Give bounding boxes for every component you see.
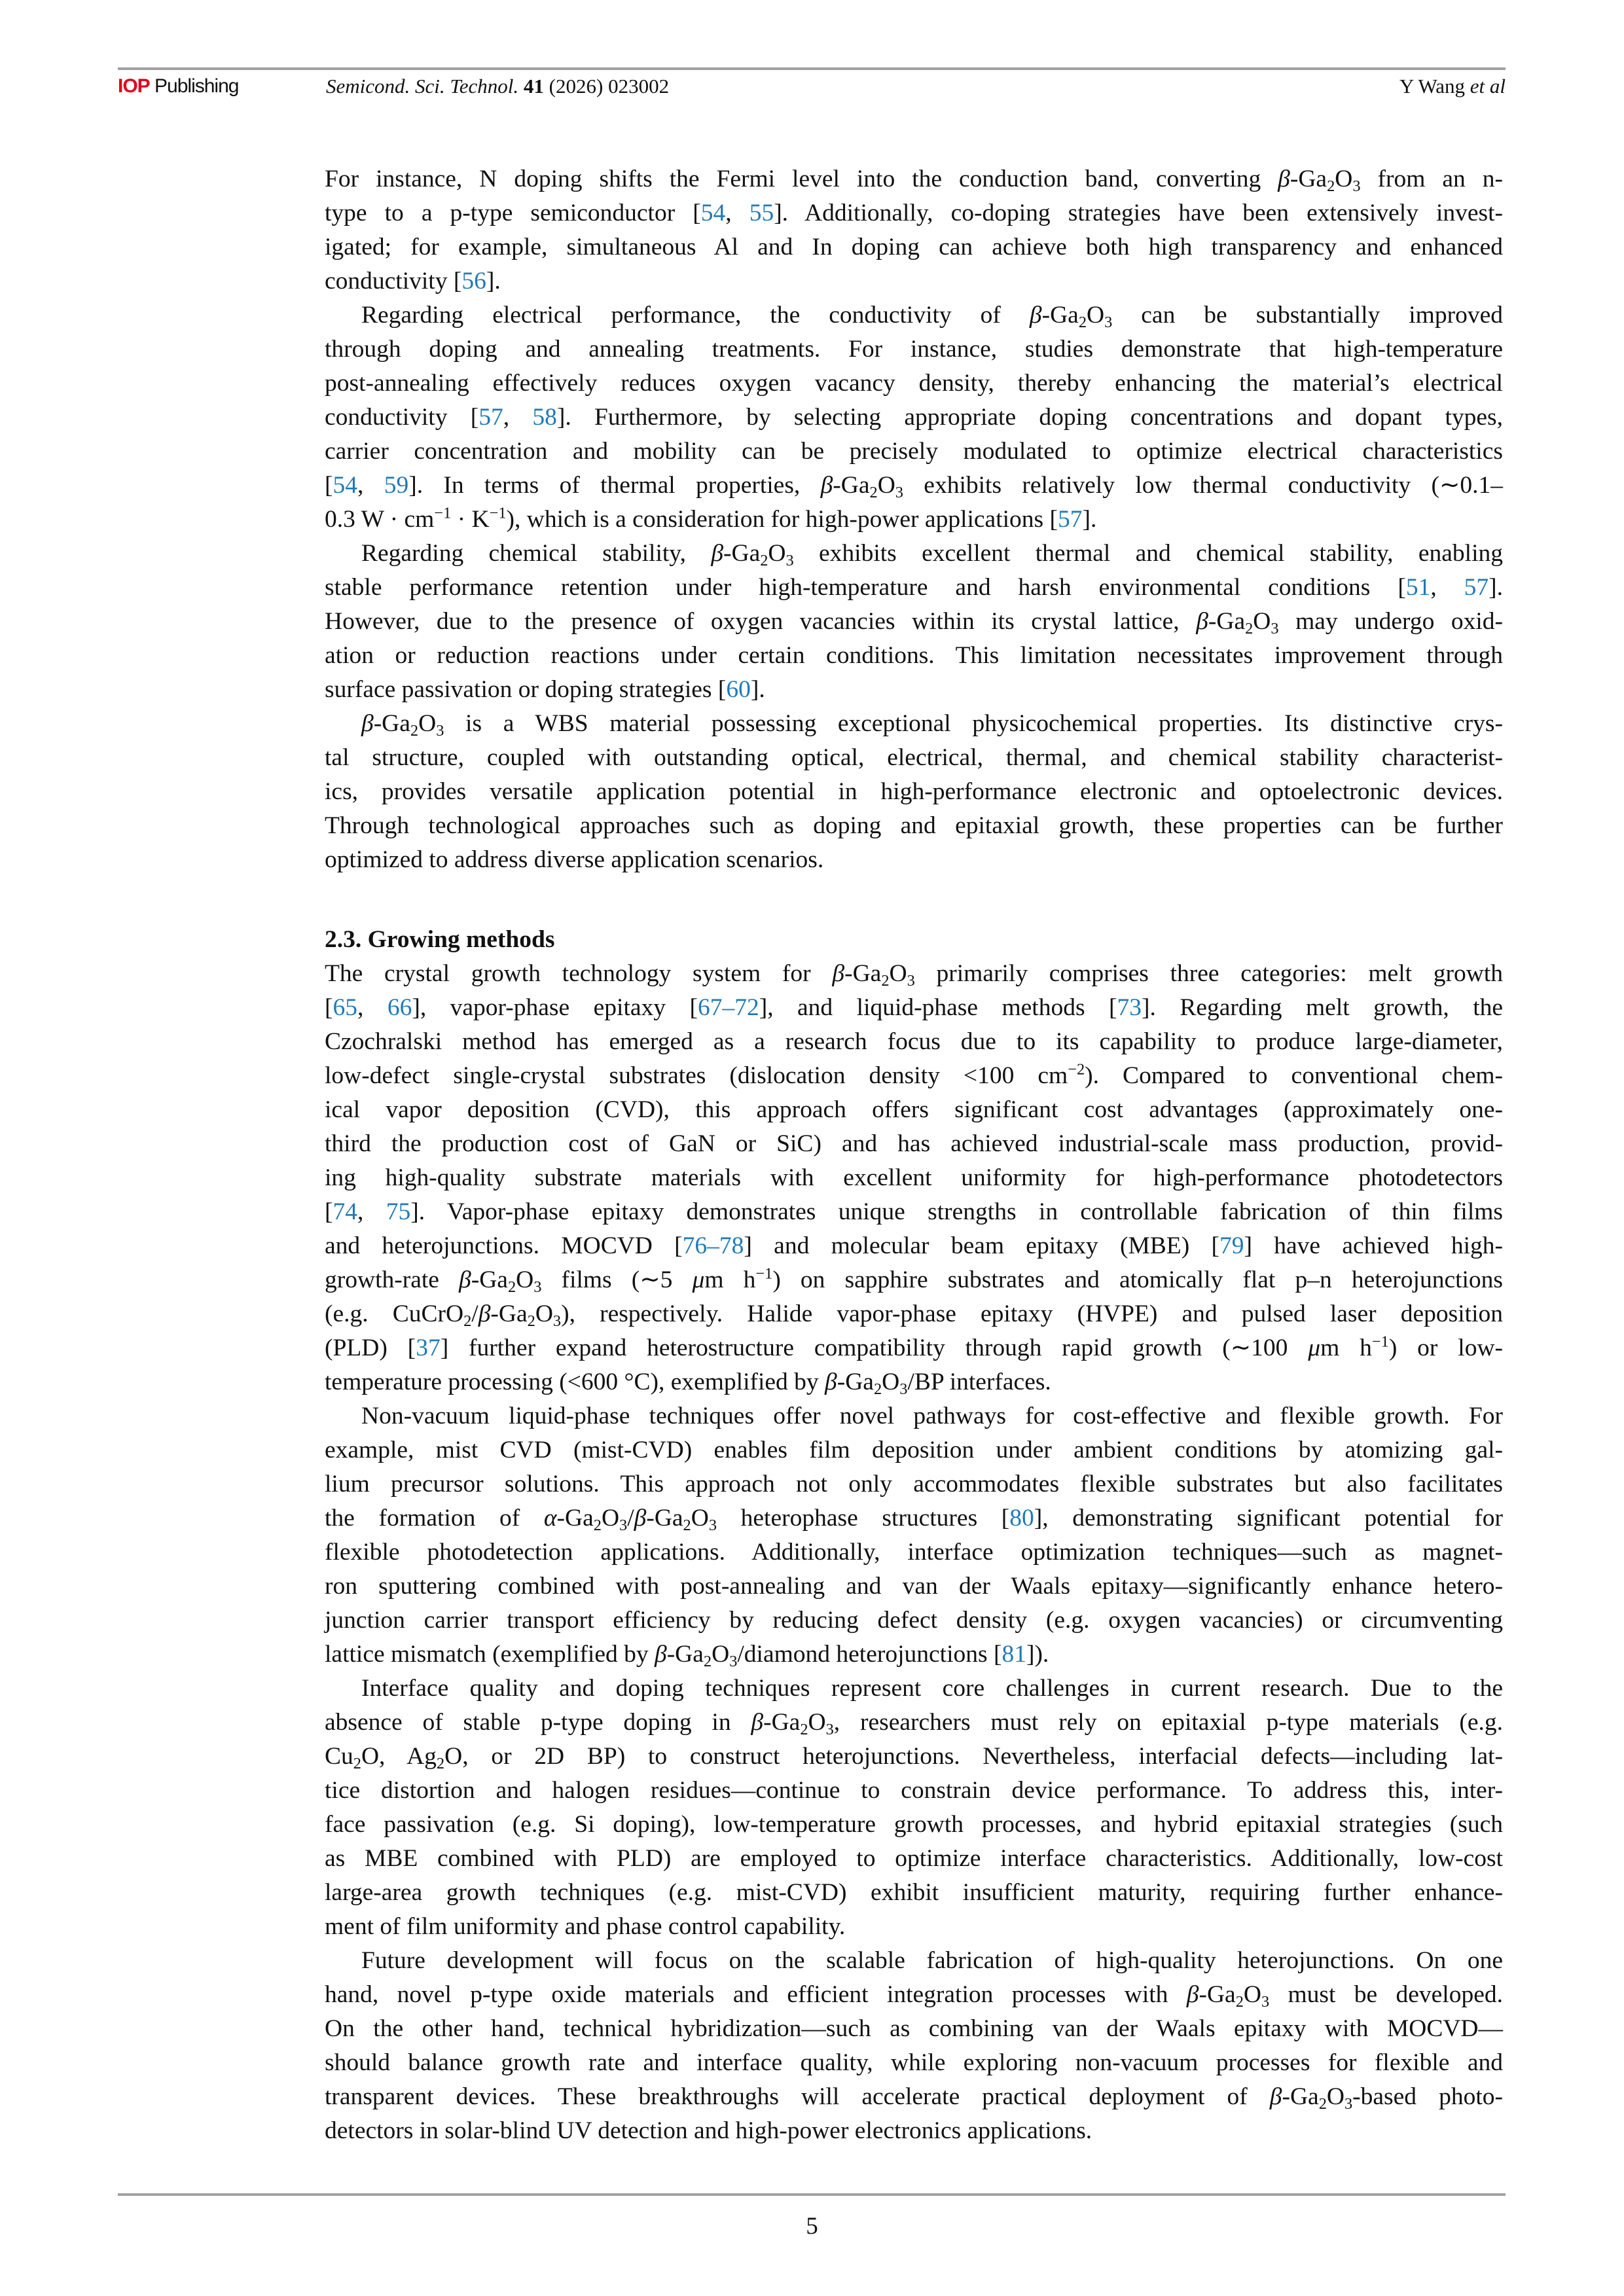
citation-link[interactable]: 57 <box>478 404 503 431</box>
text-run: third the production cost of GaN or SiC) and has achieved industrial-scale mass production, provid- <box>325 1130 1503 1157</box>
citation-link[interactable]: 56 <box>461 268 486 295</box>
text-line <box>325 1978 1503 2012</box>
text-line <box>325 1876 1503 1910</box>
publisher-logo <box>118 73 238 99</box>
text-line <box>325 2114 1503 2148</box>
superscript: −1 <box>1371 1333 1389 1351</box>
text-run: -Ga <box>646 1505 683 1532</box>
text-run: ing high-quality substrate materials with excellent uniformity for high-performance photodetectors <box>325 1164 1503 1191</box>
citation-link[interactable]: 58 <box>532 404 557 431</box>
citation-link[interactable]: 51 <box>1405 574 1431 601</box>
citation-link[interactable]: 57 <box>1464 574 1489 601</box>
text-run: ation or reduction reactions under certain conditions. This limitation necessitates improvement through <box>325 642 1503 669</box>
text-run: Cu <box>325 1743 353 1770</box>
text-line <box>325 1774 1503 1808</box>
text-line <box>325 537 1503 571</box>
text-run: O <box>691 1505 709 1532</box>
text-run: the formation of <box>325 1505 544 1532</box>
text-line <box>325 1808 1503 1842</box>
greek-symbol: β <box>1196 608 1208 635</box>
section-2-2-continuation <box>325 162 1503 877</box>
publisher-logo-text: Publishing <box>149 75 239 97</box>
text-run: / <box>627 1505 634 1532</box>
text-line <box>325 435 1503 469</box>
text-line <box>325 264 1503 298</box>
text-run: lium precursor solutions. This approach not only accommodates flexible substrates but also facilitates <box>325 1471 1503 1498</box>
citation-link[interactable]: 57 <box>1057 506 1083 533</box>
text-run: conductivity [ <box>325 268 462 295</box>
text-run: from an n- <box>1360 166 1503 192</box>
text-run: O <box>882 1369 900 1395</box>
greek-symbol: β <box>1278 166 1290 192</box>
text-run: junction carrier transport efficiency by reducing defect density (e.g. oxygen vacancies) or circumventing <box>325 1607 1503 1634</box>
subscript: 2 <box>683 1516 691 1534</box>
text-run: may undergo oxid- <box>1278 608 1503 635</box>
greek-symbol: β <box>361 710 374 737</box>
subscript: 3 <box>1271 619 1279 637</box>
text-run: -Ga <box>1208 608 1246 635</box>
text-line <box>325 367 1503 401</box>
subscript: 2 <box>507 1278 516 1296</box>
text-run: O <box>889 960 907 987</box>
subscript: 2 <box>353 1754 361 1772</box>
text-run: On the other hand, technical hybridization—such as combining van der Waals epitaxy with MOCVD— <box>325 2015 1503 2042</box>
citation-link[interactable]: 54 <box>700 200 726 226</box>
paragraph-p-challenges <box>325 1672 1503 1944</box>
text-run: optimized to address diverse application scenarios. <box>325 846 824 873</box>
citation-link[interactable]: 73 <box>1117 994 1142 1021</box>
text-run: ron sputtering combined with post-annealing and van der Waals epitaxy—significantly enhance hetero- <box>325 1573 1503 1600</box>
citation-link[interactable]: 65 <box>333 994 357 1021</box>
text-run: O, Ag <box>361 1743 437 1770</box>
text-run: ) or low- <box>1388 1335 1504 1361</box>
text-run: , <box>357 994 388 1021</box>
greek-symbol: β <box>825 1369 837 1395</box>
subscript: 2 <box>881 971 890 990</box>
text-line <box>325 1501 1503 1535</box>
text-run: [ <box>325 472 333 499</box>
text-run: low-defect single-crystal substrates (dislocation density <100 cm <box>325 1062 1068 1089</box>
citation-link[interactable]: 55 <box>749 200 774 226</box>
citation-link[interactable]: 76–78 <box>682 1232 744 1259</box>
citation-link[interactable]: 60 <box>726 676 751 703</box>
text-run: O <box>1087 302 1105 329</box>
text-run: -Ga <box>556 1505 594 1532</box>
greek-symbol: β <box>1186 1981 1199 2008</box>
text-run: (PLD) [ <box>325 1335 416 1361</box>
text-run: transparent devices. These breakthroughs will accelerate practical deployment of <box>325 2083 1270 2110</box>
text-line <box>325 503 1503 537</box>
text-run: O <box>601 1505 620 1532</box>
authors-etal: et al <box>1470 75 1506 98</box>
greek-symbol: β <box>711 540 723 567</box>
greek-symbol: β <box>832 960 845 987</box>
text-run: ). Compared to conventional chem- <box>1085 1062 1503 1089</box>
page-number: 5 <box>806 2213 818 2240</box>
text-run: surface passivation or doping strategies [ <box>325 676 727 703</box>
text-run: type to a p-type semiconductor [ <box>325 200 701 226</box>
text-line <box>325 2080 1503 2114</box>
text-run: ) on sapphire substrates and atomically flat p–n heterojunctions <box>772 1266 1504 1293</box>
text-run: Czochralski method has emerged as a research focus due to its capability to produce large-diameter, <box>325 1028 1503 1055</box>
text-run: 0.3 W · cm <box>325 506 435 533</box>
text-run: ]. <box>1082 506 1097 533</box>
text-run: growth-rate <box>325 1266 460 1293</box>
greek-symbol: β <box>459 1266 471 1293</box>
paragraph-p-summary <box>325 707 1503 877</box>
text-run: face passivation (e.g. Si doping), low-temperature growth processes, and hybrid epitaxial strategies (such <box>325 1811 1503 1838</box>
citation-link[interactable]: 54 <box>333 472 357 499</box>
text-run: example, mist CVD (mist-CVD) enables film deposition under ambient conditions by atomizing gal- <box>325 1437 1503 1463</box>
subscript: 3 <box>708 1516 717 1534</box>
text-run: O <box>808 1709 826 1736</box>
text-run: / <box>471 1300 478 1327</box>
text-run: O <box>1253 608 1271 635</box>
text-line <box>325 1025 1503 1059</box>
citation-link[interactable]: 59 <box>384 472 409 499</box>
text-run: primarily comprises three categories: melt growth <box>914 960 1503 987</box>
text-run: ]. <box>486 268 501 295</box>
text-line <box>325 1842 1503 1876</box>
text-run: ment of film uniformity and phase control capability. <box>325 1913 846 1940</box>
text-line <box>325 1944 1503 1978</box>
subscript: 2 <box>410 721 419 740</box>
text-run: ), respectively. Halide vapor-phase epitaxy (HVPE) and pulsed laser deposition <box>561 1300 1503 1327</box>
text-run: films (∼5 <box>541 1266 693 1293</box>
citation-link[interactable]: 79 <box>1219 1232 1244 1259</box>
text-line <box>325 1910 1503 1944</box>
text-line <box>325 332 1503 367</box>
text-run: ]). <box>1026 1641 1049 1668</box>
subscript: 2 <box>1245 619 1254 637</box>
text-line <box>325 230 1503 264</box>
subscript: 3 <box>533 1278 542 1296</box>
greek-symbol: β <box>634 1505 647 1532</box>
journal-name: Semicond. Sci. Technol. <box>326 75 519 98</box>
text-run: -Ga <box>1282 2083 1319 2110</box>
text-run: should balance growth rate and interface quality, while exploring non-vacuum processes for flexible and <box>325 2049 1503 2076</box>
text-run: O <box>1335 166 1353 192</box>
text-run: ], demonstrating significant potential for <box>1034 1505 1503 1532</box>
text-line <box>325 639 1503 673</box>
text-run: through doping and annealing treatments. For instance, studies demonstrate that high-temperature <box>325 336 1503 363</box>
text-line <box>325 1433 1503 1467</box>
text-run: /diamond heterojunctions [ <box>737 1641 1002 1668</box>
citation-link[interactable]: 81 <box>1001 1641 1026 1668</box>
text-run: ]. Regarding melt growth, the <box>1142 994 1504 1021</box>
text-run: However, due to the presence of oxygen vacancies within its crystal lattice, <box>325 608 1197 635</box>
text-line <box>325 1740 1503 1774</box>
citation-link[interactable]: 74 <box>333 1198 357 1225</box>
greek-symbol: β <box>1269 2083 1282 2110</box>
greek-symbol: μ <box>692 1266 705 1293</box>
text-run: ], and liquid-phase methods [ <box>759 994 1117 1021</box>
text-run: ics, provides versatile application potential in high-performance electronic and optoelectronic devices. <box>325 778 1503 805</box>
text-run: The crystal growth technology system for <box>325 960 833 987</box>
text-run: Regarding electrical performance, the conductivity of <box>361 302 1030 329</box>
text-line <box>325 1229 1503 1263</box>
paragraph-p-n-doping <box>325 162 1503 298</box>
subscript: 3 <box>785 551 794 569</box>
text-line <box>325 775 1503 809</box>
subscript: 2 <box>1318 2094 1327 2113</box>
paragraph-p-liquid-phase <box>325 1399 1503 1672</box>
subscript: 3 <box>825 1720 834 1738</box>
text-line <box>325 469 1503 503</box>
greek-symbol: β <box>655 1641 667 1668</box>
subscript: 2 <box>436 1754 445 1772</box>
greek-symbol: α <box>543 1505 557 1532</box>
text-line <box>325 741 1503 775</box>
paragraph-p-electrical <box>325 298 1503 537</box>
text-line <box>325 673 1503 707</box>
text-line <box>325 1706 1503 1740</box>
text-run: detectors in solar-blind UV detection and high-power electronics applications. <box>325 2117 1092 2144</box>
text-run: O <box>712 1641 730 1668</box>
paragraph-p-future <box>325 1944 1503 2148</box>
subscript: 2 <box>463 1312 472 1330</box>
text-line <box>325 843 1503 877</box>
text-line <box>325 162 1503 196</box>
greek-symbol: β <box>820 472 833 499</box>
footer-rule <box>118 2193 1506 2196</box>
text-run: Regarding chemical stability, <box>361 540 712 567</box>
text-run: -Ga <box>373 710 410 737</box>
text-run: -Ga <box>723 540 761 567</box>
text-run: ]. Vapor-phase epitaxy demonstrates unique strengths in controllable fabrication of thin films <box>410 1198 1503 1225</box>
subscript: 2 <box>1235 1992 1244 2011</box>
text-line <box>325 991 1503 1025</box>
text-run: O <box>1326 2083 1344 2110</box>
text-run: stable performance retention under high-temperature and harsh environmental conditions [ <box>325 574 1406 601</box>
text-line <box>325 1365 1503 1399</box>
text-line <box>325 957 1503 991</box>
text-run: m h <box>704 1266 756 1293</box>
subscript: 3 <box>1104 313 1113 331</box>
text-line <box>325 1195 1503 1229</box>
text-run: O <box>768 540 786 567</box>
text-run: -Ga <box>1290 166 1327 192</box>
text-run: -Ga <box>490 1300 528 1327</box>
text-run: ]. <box>750 676 765 703</box>
text-run: absence of stable p-type doping in <box>325 1709 751 1736</box>
text-line <box>325 707 1503 741</box>
subscript: 3 <box>1261 1992 1270 2011</box>
text-line <box>325 1604 1503 1638</box>
section-2-3-growing-methods <box>325 957 1503 2148</box>
text-run: [ <box>325 994 333 1021</box>
body-column <box>325 162 1503 2148</box>
text-run: O, or 2D BP) to construct heterojunctions. Nevertheless, interfacial defects—including lat- <box>444 1743 1503 1770</box>
text-line <box>325 1263 1503 1297</box>
subscript: 2 <box>1078 313 1087 331</box>
text-run: , <box>357 1198 386 1225</box>
superscript: −1 <box>434 504 452 522</box>
section-gap <box>325 877 1503 911</box>
section-heading: 2.3. Growing methods <box>325 926 555 953</box>
text-run: · K <box>451 506 490 533</box>
text-line <box>325 196 1503 230</box>
subscript: 2 <box>873 1380 882 1398</box>
subscript: 3 <box>907 971 915 990</box>
text-run: post-annealing effectively reduces oxygen vacancy density, thereby enhancing the material’s electrical <box>325 370 1503 397</box>
text-line <box>325 809 1503 843</box>
text-run: [ <box>325 1198 333 1225</box>
text-run: ical vapor deposition (CVD), this approach offers significant cost advantages (approximately one- <box>325 1096 1503 1123</box>
citation-link[interactable]: 67–72 <box>697 994 759 1021</box>
citation-link[interactable]: 80 <box>1009 1505 1034 1532</box>
text-run: tice distortion and halogen residues—continue to constrain device performance. To address this, inter- <box>325 1777 1503 1804</box>
text-line <box>325 1467 1503 1501</box>
subscript: 3 <box>729 1652 738 1670</box>
text-run: can be substantially improved <box>1112 302 1503 329</box>
text-line <box>325 1161 1503 1195</box>
text-run: O <box>535 1300 553 1327</box>
subscript: 3 <box>899 1380 908 1398</box>
header-rule <box>118 67 1506 70</box>
superscript: −1 <box>755 1265 773 1283</box>
text-run: ], vapor-phase epitaxy [ <box>412 994 698 1021</box>
text-line <box>325 1093 1503 1127</box>
paragraph-p-chemical <box>325 537 1503 707</box>
text-run: ]. In terms of thermal properties, <box>408 472 821 499</box>
text-line <box>325 1127 1503 1161</box>
text-run: hand, novel p-type oxide materials and efficient integration processes with <box>325 1981 1187 2008</box>
subscript: 3 <box>619 1516 628 1534</box>
text-line <box>325 1570 1503 1604</box>
text-run: heterophase structures [ <box>717 1505 1010 1532</box>
text-run: ]. <box>1489 574 1504 601</box>
journal-volume: 41 <box>523 75 544 98</box>
text-line <box>325 298 1503 332</box>
text-run: O <box>418 710 437 737</box>
text-run: /BP interfaces. <box>907 1369 1051 1395</box>
subscript: 3 <box>436 721 444 740</box>
subscript: 2 <box>1327 177 1335 195</box>
text-run: Non-vacuum liquid-phase techniques offer novel pathways for cost-effective and flexible growth. For <box>361 1403 1503 1429</box>
text-run: tal structure, coupled with outstanding optical, electrical, thermal, and chemical stability characterist- <box>325 744 1503 771</box>
text-run: O <box>1243 1981 1261 2008</box>
subscript: 2 <box>760 551 768 569</box>
text-run: O <box>516 1266 534 1293</box>
text-line <box>325 1672 1503 1706</box>
citation-link[interactable]: 37 <box>416 1335 441 1361</box>
text-run: , <box>357 472 384 499</box>
text-run: igated; for example, simultaneous Al and In doping can achieve both high transparency and enhanced <box>325 234 1503 260</box>
text-run: For instance, N doping shifts the Fermi level into the conduction band, converting <box>325 166 1278 192</box>
citation-link[interactable]: 75 <box>386 1198 411 1225</box>
text-run: -Ga <box>1199 1981 1236 2008</box>
text-line <box>325 401 1503 435</box>
subscript: 2 <box>593 1516 602 1534</box>
text-line <box>325 1331 1503 1365</box>
greek-symbol: β <box>478 1300 491 1327</box>
text-run: carrier concentration and mobility can be precisely modulated to optimize electrical characteristics <box>325 438 1503 465</box>
text-run: -Ga <box>837 1369 874 1395</box>
text-run: , <box>725 200 749 226</box>
text-line <box>325 1059 1503 1093</box>
subscript: 3 <box>552 1312 562 1330</box>
text-run: and heterojunctions. MOCVD [ <box>325 1232 683 1259</box>
text-run: ), which is a consideration for high-power applications [ <box>506 506 1058 533</box>
text-run: temperature processing (<600 °C), exemplified by <box>325 1369 825 1395</box>
authors-name: Y Wang <box>1399 75 1470 98</box>
text-run: -Ga <box>666 1641 704 1668</box>
text-run: -Ga <box>1041 302 1079 329</box>
text-run: ] and molecular beam epitaxy (MBE) [ <box>744 1232 1219 1259</box>
text-run: large-area growth techniques (e.g. mist-CVD) exhibit insufficient maturity, requiring further enhance- <box>325 1879 1503 1906</box>
text-run: Through technological approaches such as doping and epitaxial growth, these properties can be further <box>325 812 1503 839</box>
subscript: 2 <box>703 1652 712 1670</box>
text-run: as MBE combined with PLD) are employed to optimize interface characteristics. Additionally, low-cost <box>325 1845 1503 1872</box>
text-run: -based photo- <box>1352 2083 1503 2110</box>
subscript: 2 <box>800 1720 808 1738</box>
text-run: lattice mismatch (exemplified by <box>325 1641 655 1668</box>
text-run: O <box>877 472 895 499</box>
superscript: −1 <box>489 504 507 522</box>
text-run: exhibits relatively low thermal conductivity (∼0.1– <box>903 472 1503 499</box>
text-line <box>325 2012 1503 2046</box>
publisher-logo-brand: IOP <box>118 75 150 97</box>
text-run: Interface quality and doping techniques represent core challenges in current research. Due to the <box>361 1675 1503 1702</box>
text-run: -Ga <box>833 472 870 499</box>
greek-symbol: β <box>751 1709 764 1736</box>
text-line <box>325 571 1503 605</box>
greek-symbol: β <box>1029 302 1042 329</box>
text-run: ]. Furthermore, by selecting appropriate doping concentrations and dopant types, <box>556 404 1503 431</box>
text-run: , <box>1430 574 1464 601</box>
text-run: exhibits excellent thermal and chemical stability, enabling <box>793 540 1504 567</box>
citation-link[interactable]: 66 <box>387 994 412 1021</box>
running-authors <box>1399 73 1506 99</box>
text-run: conductivity [ <box>325 404 479 431</box>
text-line <box>325 1535 1503 1570</box>
greek-symbol: μ <box>1308 1335 1321 1361</box>
text-run: -Ga <box>844 960 882 987</box>
text-run: , researchers must rely on epitaxial p-type materials (e.g. <box>833 1709 1503 1736</box>
subscript: 3 <box>1344 2094 1353 2113</box>
running-header <box>118 73 1506 99</box>
subscript: 2 <box>869 483 878 501</box>
text-run: (e.g. CuCrO <box>325 1300 464 1327</box>
text-run: ] have achieved high- <box>1244 1232 1504 1259</box>
text-line <box>325 2046 1503 2080</box>
text-line <box>325 1638 1503 1672</box>
text-run: flexible photodetection applications. Additionally, interface optimization techniques—such as magnet- <box>325 1539 1503 1566</box>
journal-year-article: (2026) 023002 <box>549 75 670 98</box>
superscript: −2 <box>1068 1060 1085 1079</box>
text-run: m h <box>1320 1335 1372 1361</box>
text-line <box>325 1399 1503 1433</box>
text-run: ]. Additionally, co-doping strategies have been extensively invest- <box>774 200 1504 226</box>
text-run: is a WBS material possessing exceptional physicochemical properties. Its distinctive crys- <box>444 710 1503 737</box>
text-run: ] further expand heterostructure compatibility through rapid growth (∼100 <box>440 1335 1308 1361</box>
text-run: must be developed. <box>1269 1981 1503 2008</box>
text-line <box>325 1297 1503 1331</box>
text-run: -Ga <box>471 1266 508 1293</box>
text-run: , <box>503 404 533 431</box>
subscript: 2 <box>527 1312 535 1330</box>
section-gap <box>325 911 1503 923</box>
text-run: -Ga <box>763 1709 801 1736</box>
text-run: Future development will focus on the scalable fabrication of high-quality heterojunctions. On one <box>361 1947 1503 1974</box>
journal-citation <box>326 73 669 99</box>
text-line <box>325 605 1503 639</box>
subscript: 3 <box>1352 177 1361 195</box>
subscript: 3 <box>895 483 903 501</box>
paragraph-p-growth-overview <box>325 957 1503 1399</box>
